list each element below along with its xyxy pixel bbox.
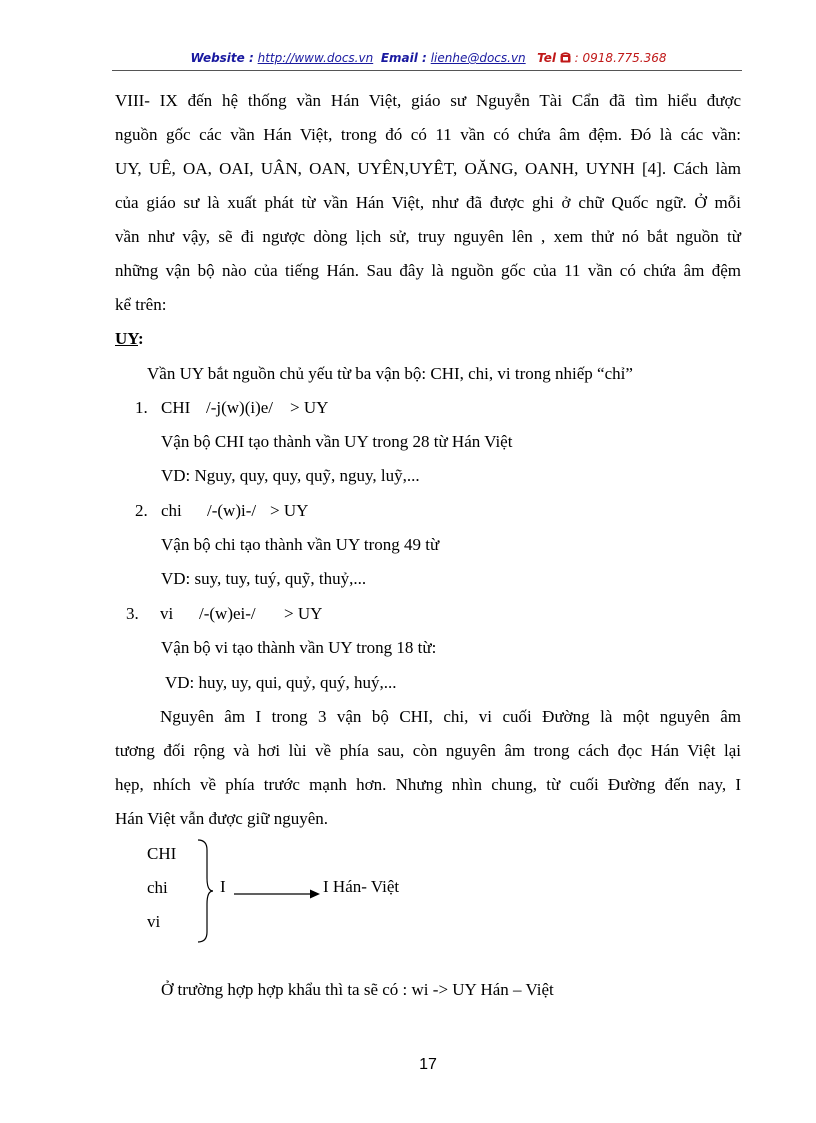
intro-line: những vận bộ nào của tiếng Hán. Sau đây là nguồn gốc của 11 vần có chứa âm đệm [115,261,741,280]
list-item-name: CHI [161,398,191,417]
tel-label: Tel [537,51,557,65]
email-link[interactable]: lienhe@docs.vn [430,51,526,65]
phone-icon [560,52,571,63]
intro-line: nguồn gốc các vần Hán Việt, trong đó có 11 vần có chứa âm đệm. Đó là các vần: [115,125,741,144]
conclusion-line: Hán Việt vẫn được giữ nguyên. [115,809,329,828]
intro-line: VIII- IX đến hệ thống vần Hán Việt, giáo sư Nguyễn Tài Cẩn đã tìm hiểu được [115,91,741,110]
conclusion-line: tương đối rộng và hơi lùi về phía sau, còn nguyên âm trong cách đọc Hán Việt lại [115,741,741,760]
list-item-number: 1. [135,398,148,417]
list-item-formula: /-(w)ei-/ [199,604,256,623]
list-item-desc: Vận bộ chi tạo thành vần UY trong 49 từ [161,535,440,554]
list-item-desc: Vận bộ CHI tạo thành vần UY trong 28 từ Hán Việt [161,432,513,451]
list-item-example: VD: Nguy, quy, quy, quỹ, nguy, luỹ,... [161,466,420,485]
list-item-name: chi [161,501,182,520]
section-intro: Vần UY bắt nguồn chủ yếu từ ba vận bộ: CHI, chi, vi trong nhiếp “chỉ” [147,364,633,383]
intro-line: kể trên: [115,295,167,314]
arrow-right-icon [234,888,320,900]
list-item-arrow: > UY [284,604,323,623]
diagram-source: chi [147,878,168,897]
section-heading [115,329,144,349]
intro-line: vần như vậy, sẽ đi ngược dòng lịch sử, truy nguyên lên , xem thử nó bắt nguồn từ [115,227,741,246]
list-item-name: vi [160,604,174,623]
website-label: Website : [190,51,254,65]
diagram-source: vi [147,912,161,931]
list-item-number: 2. [135,501,148,520]
list-item-formula: /-j(w)(i)e/ [206,398,274,417]
curly-brace-icon [196,838,216,944]
list-item-example: VD: huy, uy, qui, quỷ, quý, huý,... [165,673,397,692]
email-label: Email : [380,51,427,65]
header-divider [112,70,742,71]
list-item-example: VD: suy, tuy, tuý, quỹ, thuỷ,... [161,569,367,588]
conclusion-line: Nguyên âm I trong 3 vận bộ CHI, chi, vi cuối Đường là một nguyên âm [160,707,741,726]
diagram-middle: I [220,877,226,896]
page-number: 17 [419,1056,437,1073]
website-link[interactable]: http://www.docs.vn [257,51,374,65]
final-line: Ở trường hợp hợp khẩu thì ta sẽ có : wi -> UY Hán – Việt [161,980,554,999]
diagram-source: CHI [147,844,177,863]
list-item-formula: /-(w)i-/ [207,501,257,520]
page-header [115,51,742,65]
list-item-arrow: > UY [270,501,309,520]
conclusion-line: hẹp, nhích về phía trước mạnh hơn. Nhưng nhìn chung, từ cuối Đường đến nay, I [115,775,741,794]
diagram-target: I Hán- Việt [323,877,400,896]
section-heading-colon: : [138,329,144,348]
intro-line: UY, UÊ, OA, OAI, UÂN, OAN, UYÊN,UYÊT, OĂNG, OANH, UYNH [4]. Cách làm [115,159,741,178]
phone-number: : 0918.775.368 [574,51,667,65]
intro-line: của giáo sư là xuất phát từ vần Hán Việt, như đã được ghi ở chữ Quốc ngữ. Ở mỗi [115,193,741,212]
list-item-number: 3. [126,604,139,623]
list-item-arrow: > UY [290,398,329,417]
list-item-desc: Vận bộ vi tạo thành vần UY trong 18 từ: [161,638,437,657]
section-heading-text: UY [115,329,138,348]
